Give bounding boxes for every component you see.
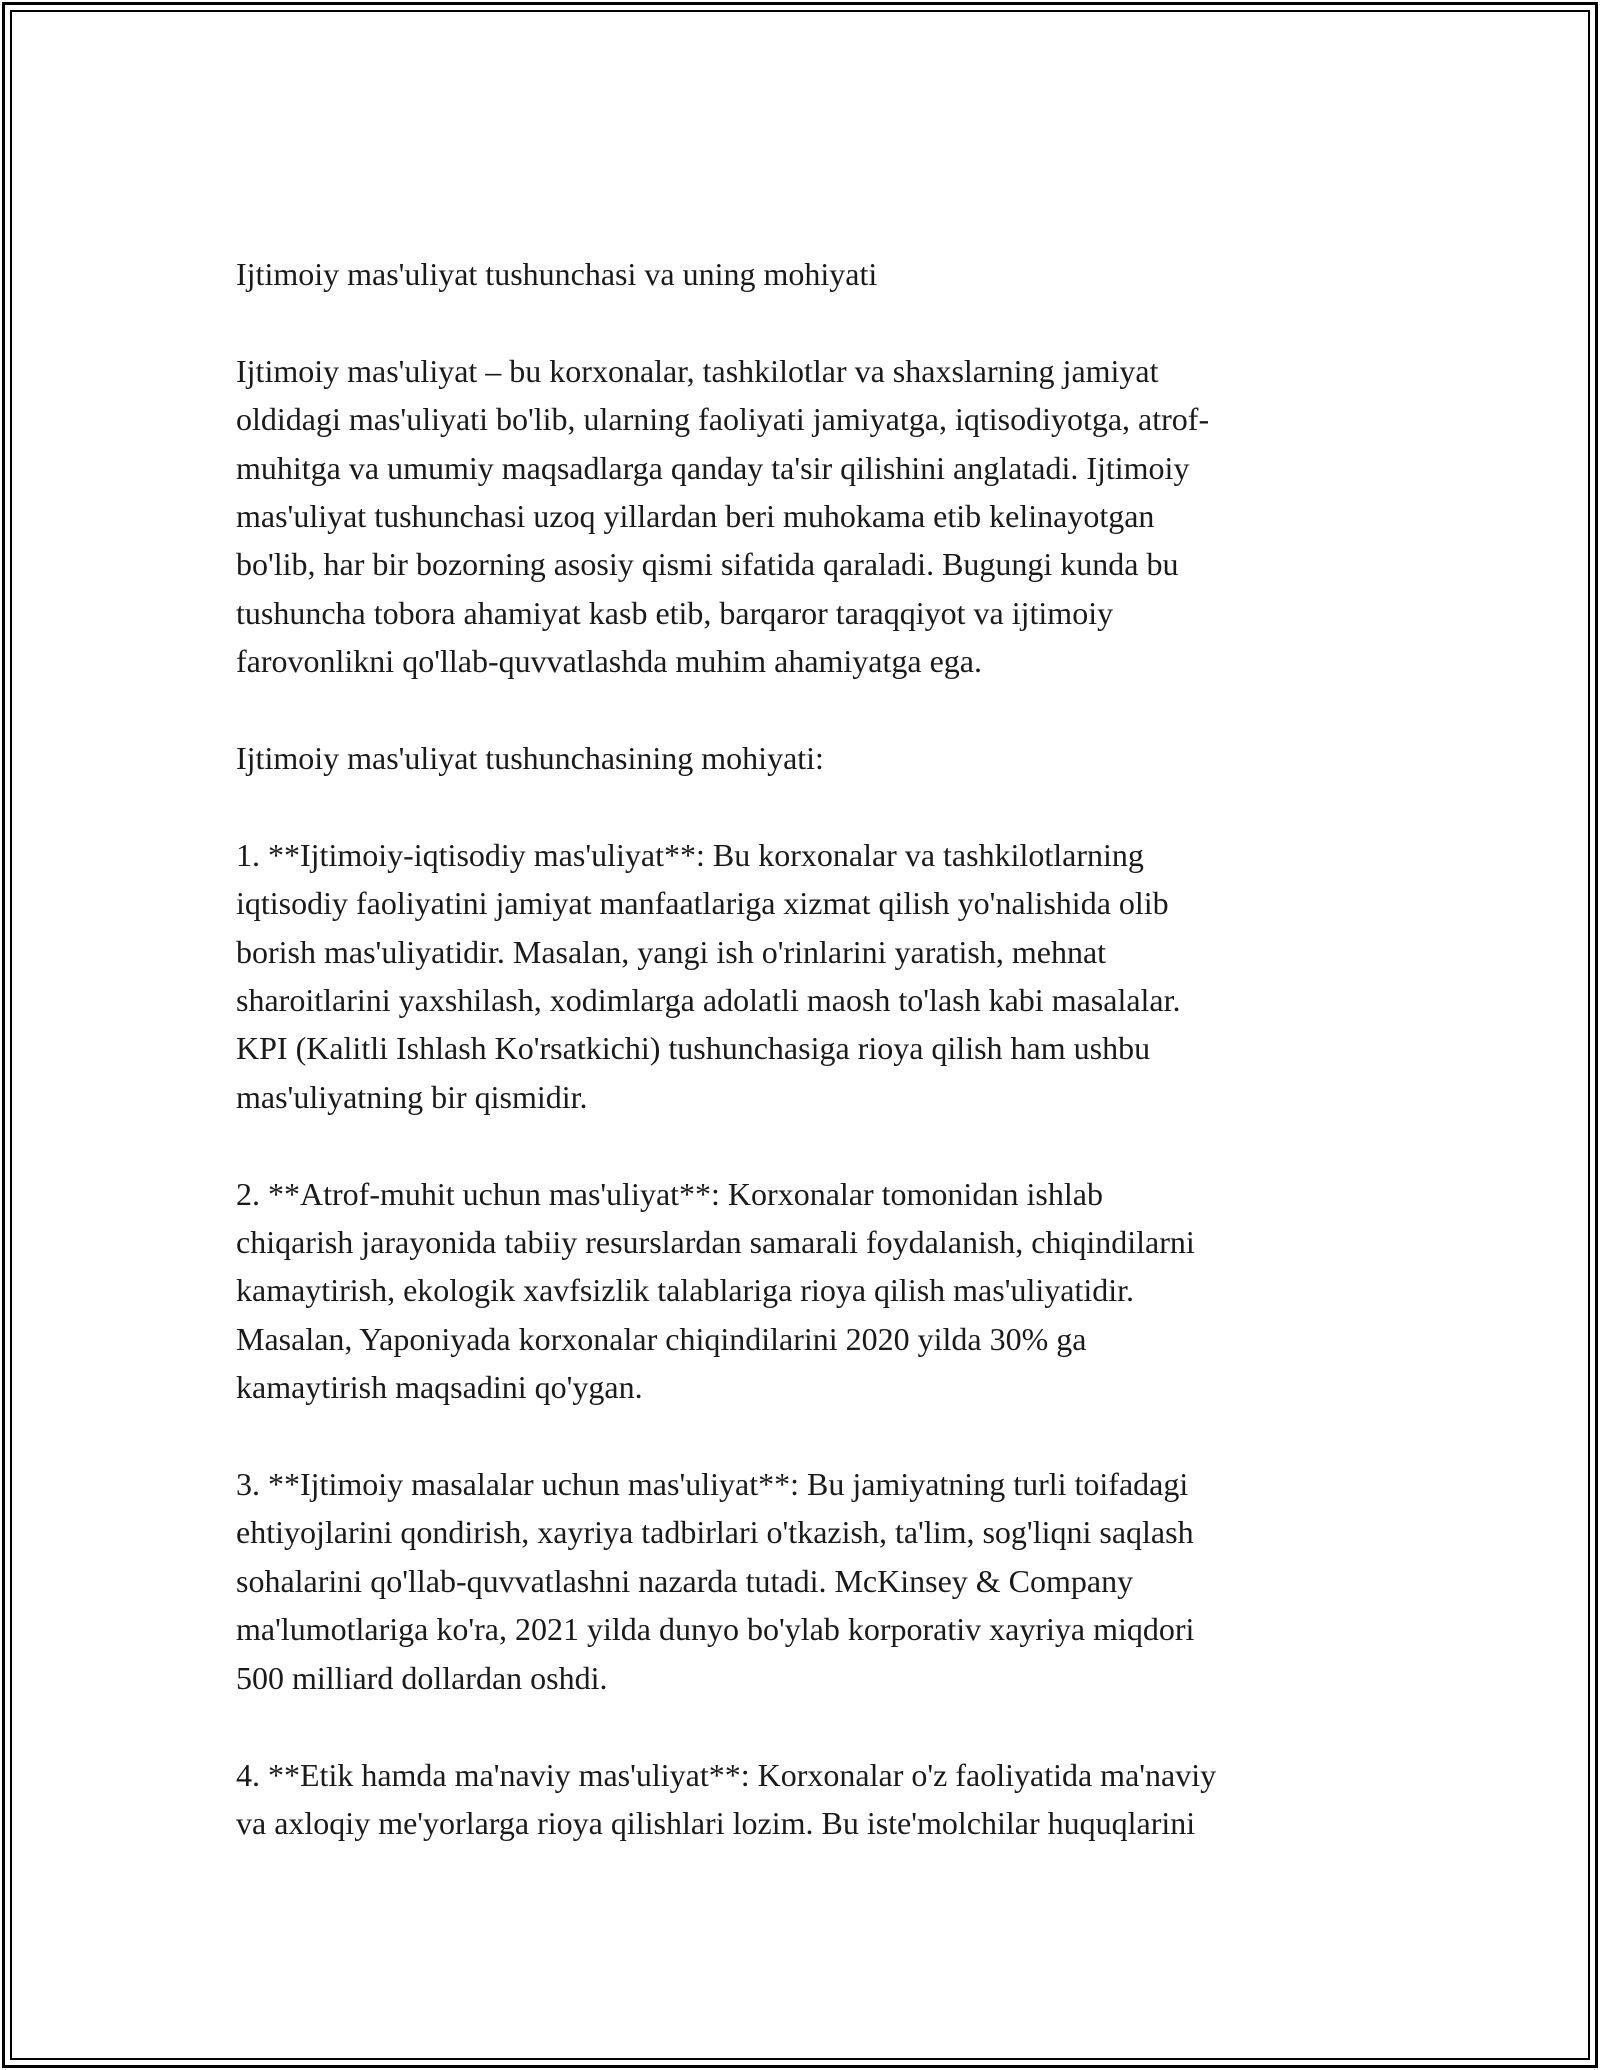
- text-line: 500 milliard dollardan oshdi.: [236, 1659, 608, 1696]
- list-item-2: [236, 1170, 1396, 1412]
- text-line: sohalarini qo'llab-quvvatlashni nazarda tutadi. McKinsey & Company: [236, 1562, 1134, 1599]
- text-line: Masalan, Yaponiyada korxonalar chiqindilarini 2020 yilda 30% ga: [236, 1320, 1087, 1357]
- text-line: iqtisodiy faoliyatini jamiyat manfaatlariga xizmat qilish yo'nalishida olib: [236, 885, 1169, 922]
- text-line: ehtiyojlarini qondirish, xayriya tadbirlari o'tkazish, ta'lim, sog'liqni saqlash: [236, 1514, 1194, 1551]
- text-line: farovonlikni qo'llab-quvvatlashda muhim ahamiyatga ega.: [236, 643, 982, 680]
- section-heading: [236, 734, 1396, 782]
- text-line: borish mas'uliyatidir. Masalan, yangi ish o'rinlarini yaratish, mehnat: [236, 933, 1107, 970]
- text-line: tushuncha tobora ahamiyat kasb etib, barqaror taraqqiyot va ijtimoiy: [236, 594, 1114, 631]
- text-line: 1. **Ijtimoiy-iqtisodiy mas'uliyat**: Bu korxonalar va tashkilotlarning: [236, 836, 1144, 873]
- text-line: Ijtimoiy mas'uliyat tushunchasi va uning mohiyati: [236, 256, 878, 292]
- text-line: muhitga va umumiy maqsadlarga qanday ta'sir qilishini anglatadi. Ijtimoiy: [236, 449, 1190, 486]
- text-line: Ijtimoiy mas'uliyat – bu korxonalar, tashkilotlar va shaxslarning jamiyat: [236, 352, 1159, 389]
- paragraph-intro: [236, 347, 1396, 686]
- text-line: 4. **Etik hamda ma'naviy mas'uliyat**: Korxonalar o'z faoliyatida ma'naviy: [236, 1756, 1217, 1793]
- text-line: mas'uliyat tushunchasi uzoq yillardan beri muhokama etib kelinayotgan: [236, 498, 1155, 535]
- text-line: va axloqiy me'yorlarga rioya qilishlari lozim. Bu iste'molchilar huquqlarini: [236, 1804, 1196, 1841]
- text-line: Ijtimoiy mas'uliyat tushunchasining mohiyati:: [236, 740, 824, 777]
- text-line: kamaytirish maqsadini qo'ygan.: [236, 1369, 643, 1406]
- text-line: 2. **Atrof-muhit uchun mas'uliyat**: Korxonalar tomonidan ishlab: [236, 1175, 1103, 1212]
- list-item-1: [236, 831, 1396, 1121]
- text-line: oldidagi mas'uliyati bo'lib, ularning faoliyati jamiyatga, iqtisodiyotga, atrof-: [236, 401, 1210, 438]
- text-line: kamaytirish, ekologik xavfsizlik talablariga rioya qilish mas'uliyatidir.: [236, 1272, 1135, 1309]
- document-title: [236, 250, 1396, 298]
- text-line: ma'lumotlariga ko'ra, 2021 yilda dunyo bo'ylab korporativ xayriya miqdori: [236, 1611, 1195, 1648]
- text-line: sharoitlarini yaxshilash, xodimlarga adolatli maosh to'lash kabi masalalar.: [236, 982, 1181, 1019]
- document-body: [236, 250, 1396, 1896]
- text-line: 3. **Ijtimoiy masalalar uchun mas'uliyat**: Bu jamiyatning turli toifadagi: [236, 1466, 1189, 1503]
- list-item-3: [236, 1460, 1396, 1702]
- list-item-4: [236, 1751, 1396, 1848]
- text-line: bo'lib, har bir bozorning asosiy qismi sifatida qaraladi. Bugungi kunda bu: [236, 546, 1179, 583]
- text-line: chiqarish jarayonida tabiiy resurslardan samarali foydalanish, chiqindilarni: [236, 1224, 1195, 1261]
- text-line: KPI (Kalitli Ishlash Ko'rsatkichi) tushunchasiga rioya qilish ham ushbu: [236, 1030, 1151, 1067]
- text-line: mas'uliyatning bir qismidir.: [236, 1078, 588, 1115]
